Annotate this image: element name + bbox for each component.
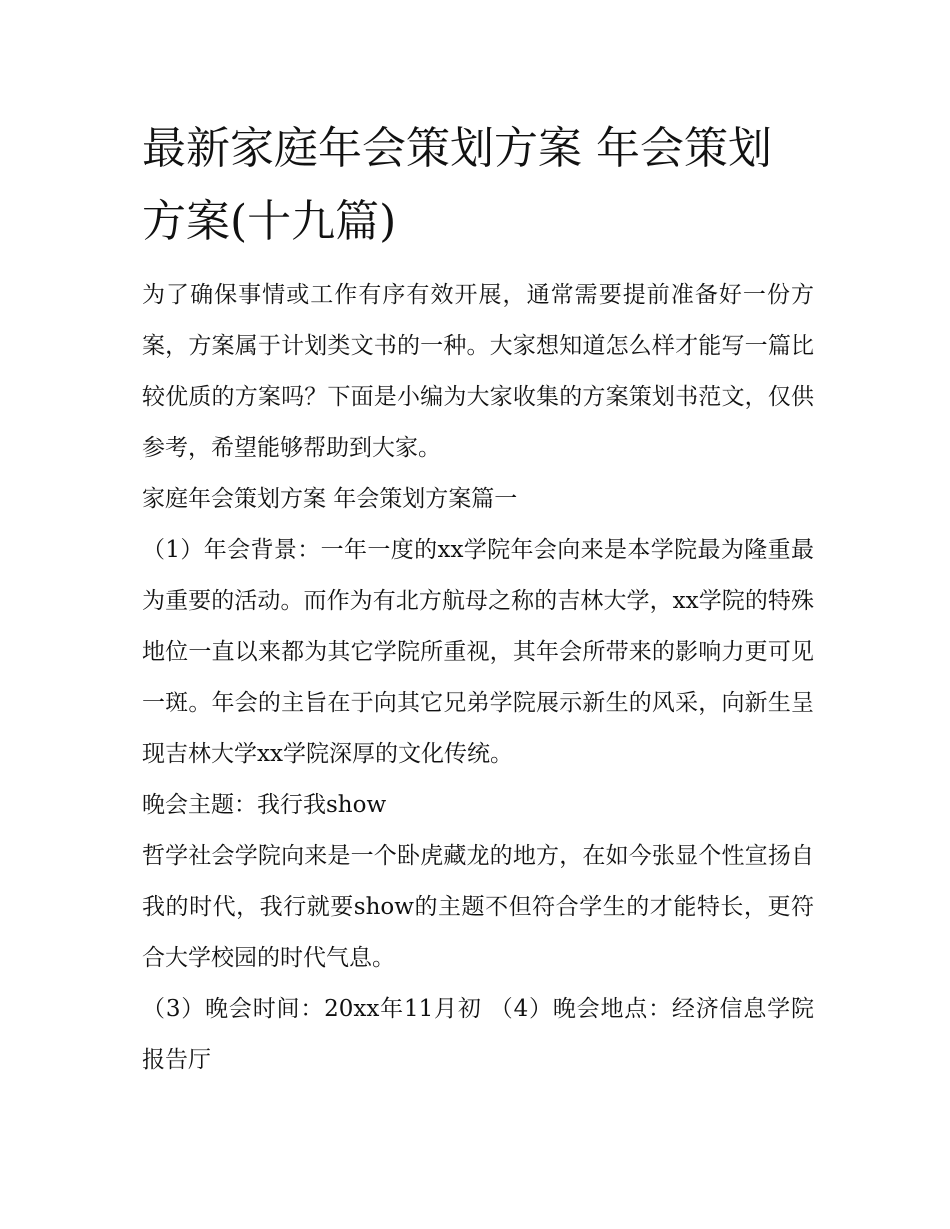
intro-paragraph: 为了确保事情或工作有序有效开展，通常需要提前准备好一份方案，方案属于计划类文书的一种。大家想知道怎么样才能写一篇比较优质的方案吗？下面是小编为大家收集的方案策划书范文，仅供参考，希望能够帮助到大家。	[142, 282, 814, 461]
theme-line: 晚会主题：我行我show	[142, 792, 387, 818]
theme-description-paragraph: 哲学社会学院向来是一个卧虎藏龙的地方，在如今张显个性宣扬自我的时代，我行就要show的主题不但符合学生的才能特长，更符合大学校园的时代气息。	[142, 843, 814, 971]
background-paragraph: （1）年会背景：一年一度的xx学院年会向来是本学院最为隆重最为重要的活动。而作为有北方航母之称的吉林大学，xx学院的特殊地位一直以来都为其它学院所重视，其年会所带来的影响力更可见一斑。年会的主旨在于向其它兄弟学院展示新生的风采，向新生呈现吉林大学xx学院深厚的文化传统。	[142, 537, 814, 767]
document-body	[142, 112, 814, 1086]
document-title: 最新家庭年会策划方案 年会策划方案(十九篇)	[142, 123, 772, 247]
time-location-paragraph: （3）晚会时间：20xx年11月初 （4）晚会地点：经济信息学院报告厅	[142, 996, 814, 1073]
section-heading: 家庭年会策划方案 年会策划方案篇一	[142, 486, 518, 512]
